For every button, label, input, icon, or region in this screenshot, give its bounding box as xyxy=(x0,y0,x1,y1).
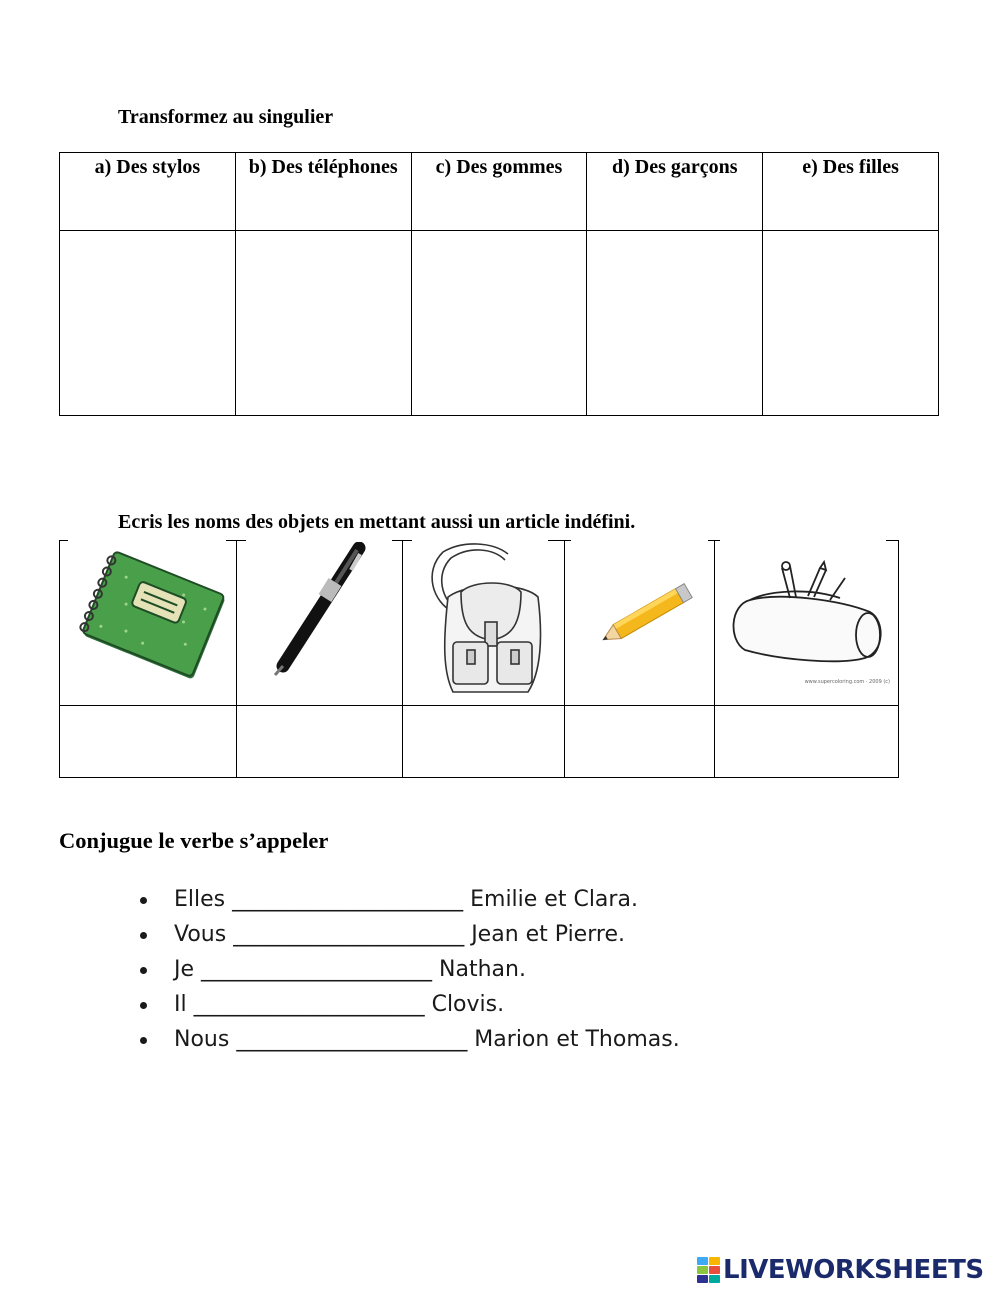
backpack-icon xyxy=(413,542,553,702)
answer-cell-d[interactable] xyxy=(587,231,763,416)
answer-cell-b[interactable] xyxy=(235,231,411,416)
liveworksheets-logo xyxy=(697,1255,984,1285)
logo-block xyxy=(709,1275,720,1283)
image-cell-pencil-case xyxy=(715,540,899,706)
object-answer-cell-4[interactable] xyxy=(565,706,715,778)
image-cell-notebook xyxy=(60,540,237,706)
list-item xyxy=(140,987,680,1022)
objects-table xyxy=(59,540,899,778)
logo-block xyxy=(697,1266,708,1274)
image-cell-pencil xyxy=(565,540,715,706)
answer-cell-a[interactable] xyxy=(60,231,236,416)
logo-block xyxy=(697,1257,708,1265)
bullet-icon xyxy=(140,932,147,939)
logo-blocks-icon xyxy=(697,1257,720,1283)
object-answer-cell-2[interactable] xyxy=(237,706,403,778)
list-item xyxy=(140,882,680,917)
logo-block xyxy=(709,1257,720,1265)
image-credit: www.supercoloring.com · 2009 (c) xyxy=(804,679,890,685)
pencil-case-icon xyxy=(720,560,890,670)
bullet-icon xyxy=(140,967,147,974)
image-cell-pen xyxy=(237,540,403,706)
image-cell-backpack xyxy=(403,540,565,706)
section1-title: Transformez au singulier xyxy=(118,106,334,128)
notebook-icon xyxy=(72,550,232,690)
list-item xyxy=(140,917,680,952)
pencil-icon xyxy=(593,580,703,650)
object-answer-cell-3[interactable] xyxy=(403,706,565,778)
conjugation-sentence[interactable]: Nous _____________________ Marion et Thomas. xyxy=(174,1027,680,1052)
section3-title: Conjugue le verbe s’appeler xyxy=(59,828,329,853)
bullet-icon xyxy=(140,1002,147,1009)
list-item xyxy=(140,952,680,987)
logo-text: LIVEWORKSHEETS xyxy=(723,1255,984,1285)
singular-table xyxy=(59,152,939,416)
conjugation-sentence[interactable]: Elles _____________________ Emilie et Clara. xyxy=(174,887,638,912)
list-item xyxy=(140,1022,680,1057)
conjugation-list xyxy=(140,882,680,1057)
answer-cell-e[interactable] xyxy=(763,231,939,416)
conjugation-sentence[interactable]: Je _____________________ Nathan. xyxy=(174,957,526,982)
bullet-icon xyxy=(140,897,147,904)
header-cell-e: e) Des filles xyxy=(763,153,939,231)
answer-cell-c[interactable] xyxy=(411,231,587,416)
header-cell-d: d) Des garçons xyxy=(587,153,763,231)
bullet-icon xyxy=(140,1037,147,1044)
pen-icon xyxy=(267,542,377,677)
logo-block xyxy=(697,1275,708,1283)
conjugation-sentence[interactable]: Il _____________________ Clovis. xyxy=(174,992,505,1017)
header-cell-b: b) Des téléphones xyxy=(235,153,411,231)
header-cell-a: a) Des stylos xyxy=(60,153,236,231)
section2-title: Ecris les noms des objets en mettant aussi un article indéfini. xyxy=(118,511,636,533)
conjugation-sentence[interactable]: Vous _____________________ Jean et Pierre. xyxy=(174,922,625,947)
object-answer-cell-5[interactable] xyxy=(715,706,899,778)
header-cell-c: c) Des gommes xyxy=(411,153,587,231)
object-answer-cell-1[interactable] xyxy=(60,706,237,778)
logo-block xyxy=(709,1266,720,1274)
